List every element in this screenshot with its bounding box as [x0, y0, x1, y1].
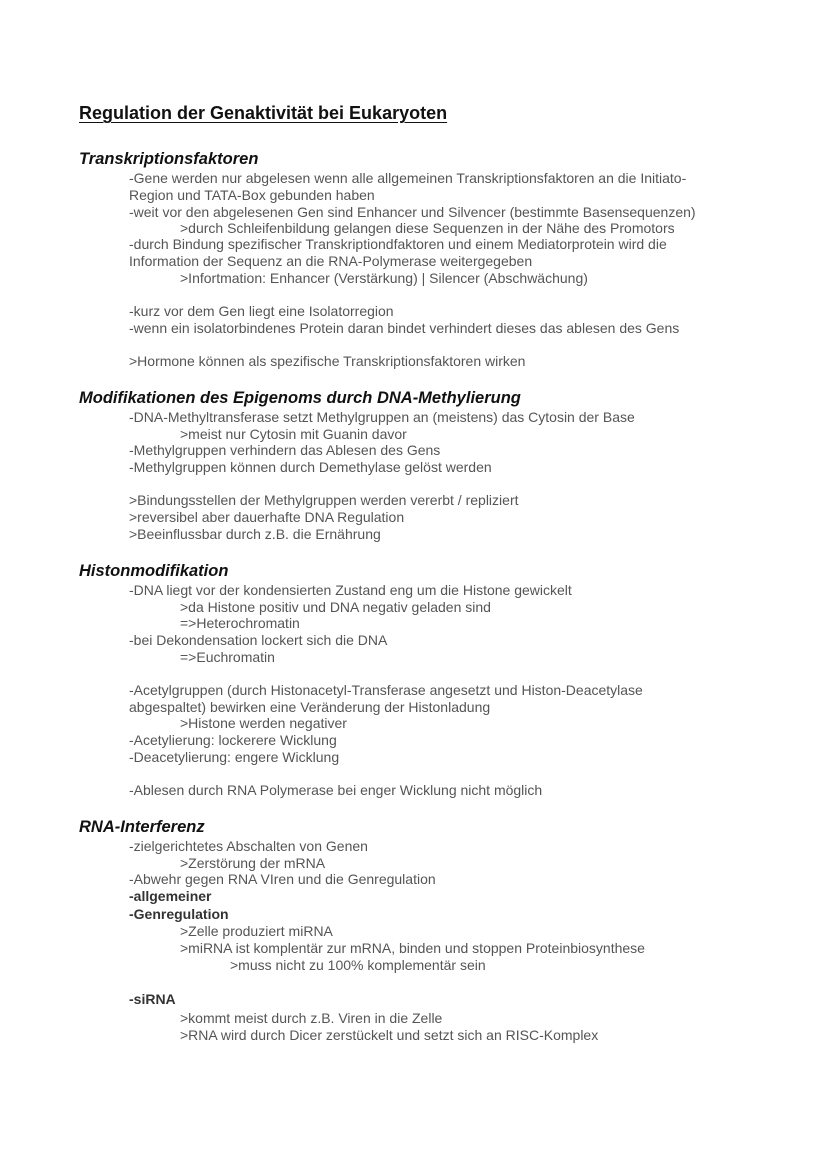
section-heading-histonmodifikation: Histonmodifikation [79, 562, 229, 580]
text-line-bold: -siRNA [129, 991, 176, 1007]
text-line: -Methylgruppen verhindern das Ablesen des Gens [129, 442, 441, 458]
text-line: abgespaltet) bewirken eine Veränderung der Histonladung [129, 699, 491, 715]
text-line: >reversibel aber dauerhafte DNA Regulation [129, 509, 405, 525]
text-line: Region und TATA-Box gebunden haben [129, 187, 375, 203]
text-line: -kurz vor dem Gen liegt eine Isolatorregion [129, 303, 394, 319]
text-line: -wenn ein isolatorbindenes Protein daran bindet verhindert dieses das ablesen des Gens [129, 320, 680, 336]
text-line: >miRNA ist komplentär zur mRNA, binden und stoppen Proteinbiosynthese [180, 940, 645, 956]
text-line: >Zerstörung der mRNA [180, 855, 326, 871]
text-line: -Acetylierung: lockerere Wicklung [129, 732, 337, 748]
text-line: -Ablesen durch RNA Polymerase bei enger Wicklung nicht möglich [129, 782, 543, 798]
text-line: -zielgerichtetes Abschalten von Genen [129, 838, 368, 854]
text-line-bold: -Genregulation [129, 906, 229, 922]
text-line: >Infortmation: Enhancer (Verstärkung) | Silencer (Abschwächung) [180, 270, 588, 286]
text-line: >durch Schleifenbildung gelangen diese Sequenzen in der Nähe des Promotors [180, 220, 675, 236]
text-line: -bei Dekondensation lockert sich die DNA [129, 632, 388, 648]
text-line: -Deacetylierung: engere Wicklung [129, 749, 340, 765]
text-line: -DNA-Methyltransferase setzt Methylgruppen an (meistens) das Cytosin der Base [129, 409, 635, 425]
text-line: Information der Sequenz an die RNA-Polymerase weitergegeben [129, 253, 533, 269]
text-line-bold: -allgemeiner [129, 888, 212, 904]
text-line: -Abwehr gegen RNA VIren und die Genregulation [129, 871, 436, 887]
text-line: -DNA liegt vor der kondensierten Zustand eng um die Histone gewickelt [129, 582, 572, 598]
page-title: Regulation der Genaktivität bei Eukaryoten [79, 103, 448, 123]
text-line: -durch Bindung spezifischer Transkriptiondfaktoren und einem Mediatorprotein wird die [129, 236, 667, 252]
text-line: -Acetylgruppen (durch Histonacetyl-Transferase angesetzt und Histon-Deacetylase [129, 682, 643, 698]
text-line: -weit vor den abgelesenen Gen sind Enhancer und Silvencer (bestimmte Basensequenzen) [129, 204, 696, 220]
text-line: -Methylgruppen können durch Demethylase gelöst werden [129, 459, 492, 475]
text-line: >Histone werden negativer [180, 715, 347, 731]
section-heading-transkriptionsfaktoren: Transkriptionsfaktoren [79, 150, 259, 168]
text-line: >kommt meist durch z.B. Viren in die Zelle [180, 1010, 443, 1026]
section-heading-rna-interferenz: RNA-Interferenz [79, 818, 205, 836]
text-line: >muss nicht zu 100% komplementär sein [230, 957, 486, 973]
text-line: >da Histone positiv und DNA negativ geladen sind [180, 599, 491, 615]
text-line: >Hormone können als spezifische Transkriptionsfaktoren wirken [129, 353, 526, 369]
text-line: =>Heterochromatin [180, 615, 300, 631]
text-line: >Zelle produziert miRNA [180, 923, 333, 939]
text-line: >RNA wird durch Dicer zerstückelt und setzt sich an RISC-Komplex [180, 1027, 599, 1043]
text-line: >meist nur Cytosin mit Guanin davor [180, 426, 407, 442]
text-line: -Gene werden nur abgelesen wenn alle allgemeinen Transkriptionsfaktoren an die Initiato- [129, 170, 687, 186]
text-line: >Bindungsstellen der Methylgruppen werden vererbt / repliziert [129, 492, 519, 508]
section-heading-methylierung: Modifikationen des Epigenoms durch DNA-Methylierung [79, 389, 521, 407]
text-line: =>Euchromatin [180, 649, 275, 665]
text-line: >Beeinflussbar durch z.B. die Ernährung [129, 526, 381, 542]
